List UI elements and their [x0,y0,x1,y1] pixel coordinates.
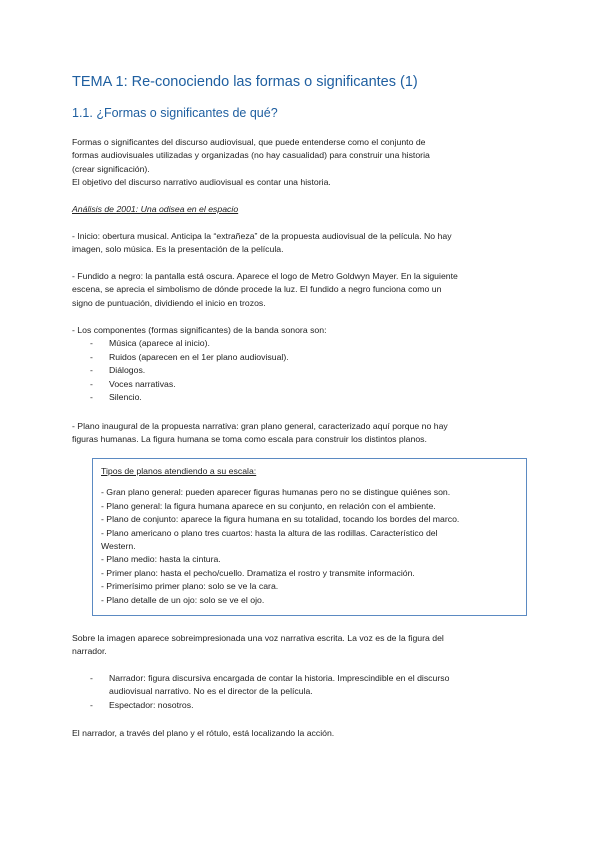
analysis-prefix: Análisis de [72,204,117,214]
text-line: El objetivo del discurso narrativo audiovisual es contar una historia. [72,177,331,188]
text-line: (crear significación). [72,163,150,174]
list-item: - Diálogos. [72,364,472,377]
text-line: - Plano de conjunto: aparece la figura humana en su totalidad, tocando los bordes del marco. [101,514,460,525]
componentes-section [72,324,532,402]
shot-types-box [92,458,527,616]
intro-paragraph [72,136,532,190]
plano-inaugural-paragraph [72,420,532,447]
text-line: formas audiovisuales utilizadas y organizadas (no hay casualidad) para construir una historia [72,150,430,161]
text-line: El narrador, a través del plano y el rótulo, está localizando la acción. [72,728,335,738]
list-item: - Espectador: nosotros. [72,699,532,712]
bullet: - [90,378,93,389]
text-line: Formas o significantes del discurso audiovisual, que puede entenderse como el conjunto de [72,137,426,147]
list-item: - Voces narrativas. [72,378,472,391]
text-line: - Plano americano o plano tres cuartos: hasta la altura de las rodillas. Característico del [101,527,438,538]
inicio-paragraph [72,230,532,257]
text-line: narrador. [72,646,107,657]
sobreimpresion-paragraph [72,632,532,659]
list-item: - Música (aparece al inicio). [72,337,472,350]
text-line: - Plano general: la figura humana aparece en su conjunto, en relación con el ambiente. [101,500,436,511]
bullet: - [90,338,93,349]
text-line: Western. [101,540,136,551]
bullet: - [90,365,93,376]
bullet: - [90,699,93,710]
conclusion-paragraph [72,727,532,740]
bullet: - [90,391,93,402]
text-line: - Plano detalle de un ojo: solo se ve el ojo. [101,594,265,605]
bullet: - [90,351,93,362]
list-item: - Silencio. [72,391,472,404]
text-line: - Plano medio: hasta la cintura. [101,554,221,565]
film-title: 2001: Una odisea en el espacio [116,204,239,214]
list-item: - Narrador: figura discursiva encargada de contar la historia. Imprescindible en el discurso [72,672,532,685]
componentes-list [72,337,472,404]
list-item-continuation: audiovisual narrativo. No es el director de la película. [109,686,313,697]
text-line: imagen, solo música. Es la presentación de la película. [72,244,284,255]
text-line: - Primer plano: hasta el pecho/cuello. Dramatiza el rostro y transmite información. [101,567,415,578]
text-line: escena, se aprecia el simbolismo de dónde procede la luz. El fundido a negro funciona como un [72,284,442,295]
bullet: - [90,673,93,683]
text-line: - Primerísimo primer plano: solo se ve la cara. [101,581,279,592]
text-line: - Gran plano general: pueden aparecer figuras humanas pero no se distingue quiénes son. [101,487,451,498]
text-line: Sobre la imagen aparece sobreimpresionada una voz narrativa escrita. La voz es de la figura del [72,633,444,643]
list-item: - Ruidos (aparecen en el 1er plano audiovisual). [72,351,472,364]
text-line: signo de puntuación, dividiendo el inicio en trozos. [72,297,266,308]
box-heading: Tipos de planos atendiendo a su escala: [101,466,257,476]
text-line: - Los componentes (formas significantes) de la banda sonora son: [72,325,327,335]
narrador-list [72,672,532,712]
text-line: - Inicio: obertura musical. Anticipa la “extrañeza” de la propuesta audiovisual de la película. No hay [72,231,452,241]
text-line: figuras humanas. La figura humana se toma como escala para construir los distintos planos. [72,434,427,445]
analysis-heading [72,203,532,216]
page-title: TEMA 1: Re-conociendo las formas o significantes (1) [72,74,418,90]
fundido-paragraph [72,270,532,310]
section-heading: 1.1. ¿Formas o significantes de qué? [72,106,278,120]
text-line: - Plano inaugural de la propuesta narrativa: gran plano general, caracterizado aquí porque no hay [72,421,448,431]
text-line: - Fundido a negro: la pantalla está oscura. Aparece el logo de Metro Goldwyn Mayer. En la siguiente [72,271,458,281]
